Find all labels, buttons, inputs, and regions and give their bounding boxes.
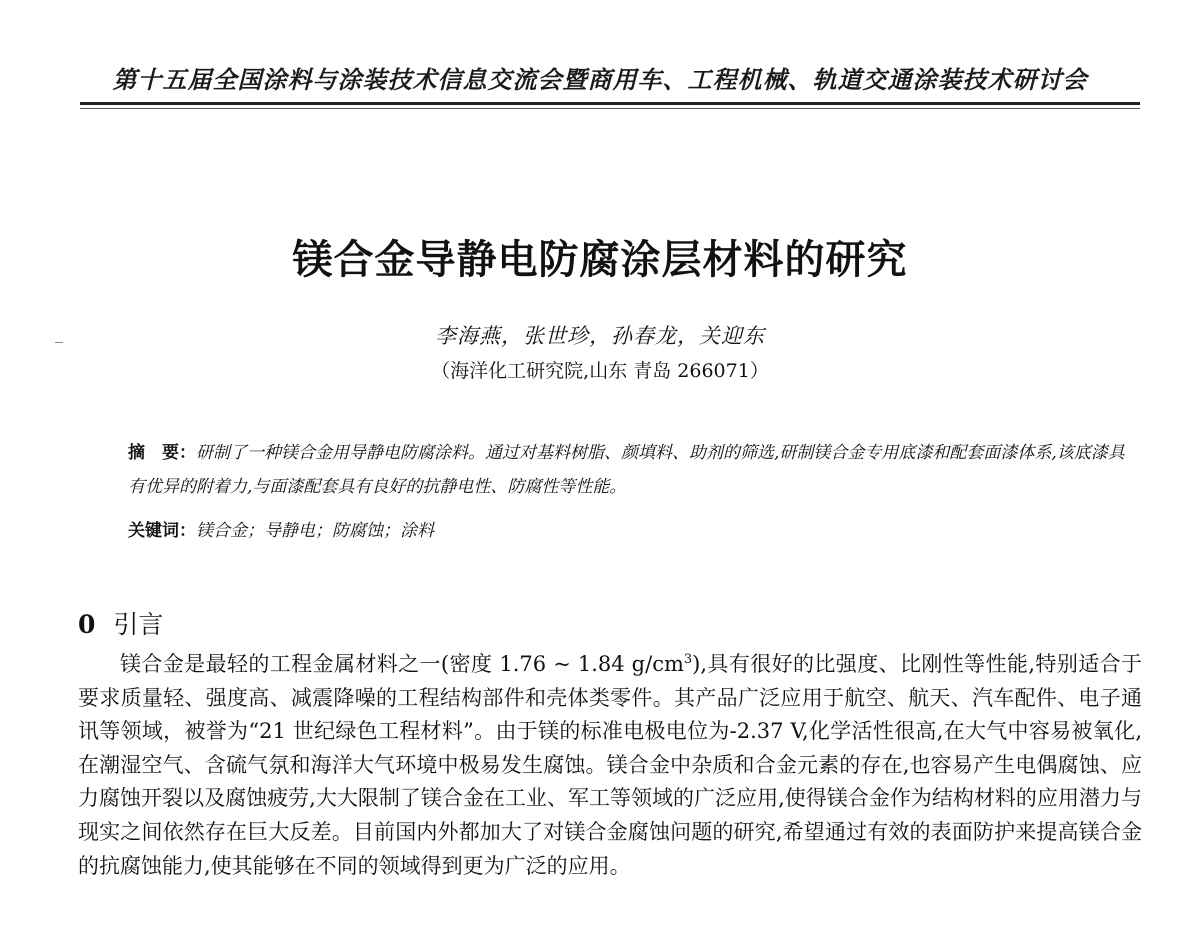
- header-rule-thick: [80, 102, 1140, 105]
- section-title: 引言: [113, 610, 164, 639]
- abstract-text: 研制了一种镁合金用导静电防腐涂料。通过对基料树脂、颜填料、助剂的筛选,研制镁合金专用底漆和配套面漆体系,该底漆具有优异的附着力,与面漆配套具有良好的抗静电性、防腐性等性能。: [128, 443, 1125, 497]
- paragraph-text-rest: ),具有很好的比强度、比刚性等性能,特别适合于要求质量轻、强度高、减震降噪的工程结构部件和壳体类零件。其产品广泛应用于航空、航天、汽车配件、电子通讯等领域，被誉为“21 世纪绿色工程材料”。由于镁的标准电极电位为-2.37 V,化学活性很高,在大气中容易被氧化,在潮湿空气、含硫气氛和海洋大气环境中极易发生腐蚀。镁合金中杂质和合金元素的存在,也容易产生电偶腐蚀、应力腐蚀开裂以及腐蚀疲劳,大大限制了镁合金在工业、军工等领域的广泛应用,使得镁合金作为结构材料的应用潜力与现实之间依然存在巨大反差。目前国内外都加大了对镁合金腐蚀问题的研究,希望通过有效的表面防护来提高镁合金的抗腐蚀能力,使其能够在不同的领域得到更为广泛的应用。: [78, 652, 1143, 878]
- abstract: [128, 436, 1128, 504]
- authors: 李海燕，张世珍，孙春龙，关迎东: [435, 324, 765, 348]
- header-rule-thin: [80, 108, 1140, 109]
- abstract-label: 摘 要：: [128, 443, 196, 463]
- keywords-label: 关键词：: [128, 521, 196, 541]
- keywords-text: 镁合金；导静电；防腐蚀；涂料: [196, 521, 434, 541]
- conference-header: 第十五届全国涂料与涂装技术信息交流会暨商用车、工程机械、轨道交通涂装技术研讨会: [112, 65, 1088, 94]
- affiliation: （海洋化工研究院,山东 青岛 266071）: [431, 360, 769, 382]
- density-unit-superscript: 3: [683, 652, 693, 667]
- paragraph-text-start: 镁合金是最轻的工程金属材料之一(密度 1.76 ~ 1.84 g/cm: [120, 652, 684, 676]
- section-number: 0: [78, 610, 96, 639]
- section-heading: [78, 608, 163, 642]
- keywords: [128, 516, 1128, 546]
- intro-paragraph: [78, 643, 1142, 883]
- paper-title: 镁合金导静电防腐涂层材料的研究: [292, 237, 908, 283]
